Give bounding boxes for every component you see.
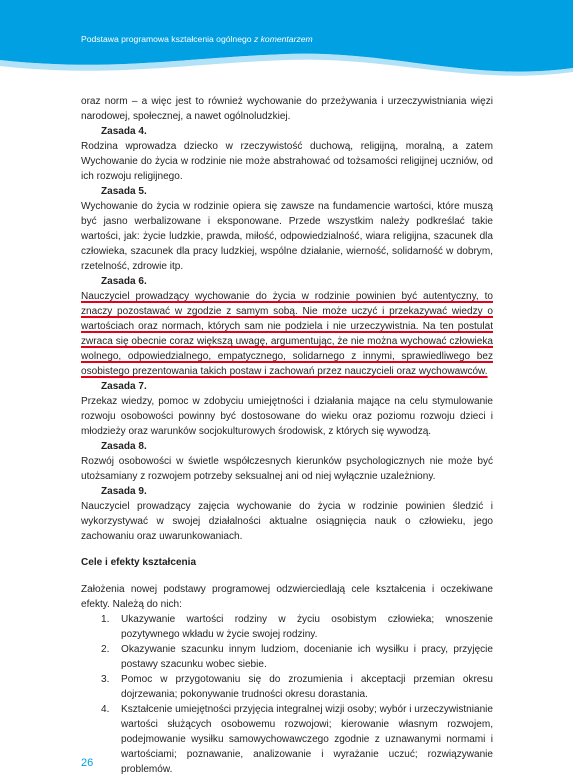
list-item	[81, 702, 493, 777]
rule-heading: Zasada 4.	[101, 126, 147, 137]
intro-paragraph: oraz norm – a więc jest to również wychowanie do przeżywania i urzeczywistniania więzi narodowej, społecznej, a nawet ogólnoludzkiej.	[81, 96, 493, 122]
rule-heading: Zasada 7.	[101, 381, 147, 392]
rule-heading: Zasada 5.	[101, 186, 147, 197]
header-band	[0, 0, 573, 90]
underlined-passage: Nauczyciel prowadzący wychowanie do życia w rodzinie powinien być autentyczny, to znaczy pozostawać w zgodzie z samym sobą. Nie może uczyć i przekazywać wiedzy o wartościach oraz normach, których sam nie podziela i nie urzeczywistnia. Na ten postulat zwraca się obecnie coraz większą uwagę, argumentując, że nie można wychować człowieka wolnego, odpowiedzialnego, empatycznego, solidarnego z innymi, sprawiedliwego bez osobistego prezentowania takich postaw i zachowań przez nauczycieli oraz wychowawców.	[81, 291, 493, 377]
list-number: 3.	[101, 674, 110, 685]
section-intro: Założenia nowej podstawy programowej odzwierciedlają cele kształcenia i oczekiwane efekty. Należą do nich:	[81, 584, 493, 610]
list-item	[81, 642, 493, 672]
header-title-main: Podstawa programowa kształcenia ogólnego	[81, 34, 254, 44]
spacer	[81, 570, 493, 582]
list-item	[81, 672, 493, 702]
header-title-italic: z komentarzem	[253, 34, 313, 44]
header-wave	[0, 0, 573, 90]
rule-heading: Zasada 6.	[101, 276, 147, 287]
list-number: 1.	[101, 614, 110, 625]
section-title: Cele i efekty kształcenia	[81, 557, 197, 568]
rule-text: Rozwój osobowości w świetle współczesnych kierunków psychologicznych nie może być utożsamiany z rozwojem potrzeby seksualnej ani od niej wyłącznie uzależniony.	[81, 456, 493, 482]
list-text: Okazywanie szacunku innym ludziom, docenianie ich wysiłku i pracy, przyjęcie postawy szacunku wobec siebie.	[121, 644, 493, 670]
list-number: 2.	[101, 644, 110, 655]
rule-heading: Zasada 8.	[101, 441, 147, 452]
list-text: Pomoc w przygotowaniu się do zrozumienia i akceptacji przemian okresu dojrzewania; pokonywanie trudności okresu dorastania.	[121, 674, 493, 700]
list-text: Ukazywanie wartości rodziny w życiu osobistym człowieka; wnoszenie pozytywnego wkładu w życie swojej rodziny.	[121, 614, 493, 640]
list-text: Kształcenie umiejętności przyjęcia integralnej wizji osoby; wybór i urzeczywistnianie wartości służących osobowemu rozwojowi; kierowanie własnym rozwojem, podejmowanie wysiłku samowychowawczego zgodnie z uznawanymi normami i wartościami; poznawanie, analizowanie i wyrażanie uczuć; rozwiązywanie problemów.	[121, 704, 493, 775]
rule-text: Wychowanie do życia w rodzinie opiera się zawsze na fundamencie wartości, które muszą być jasno werbalizowane i eksponowane. Przede wszystkim należy podkreślać takie wartości, jak: życie ludzkie, prawda, miłość, odpowiedzialność, wiara religijna, szacunek dla człowieka, szacunek dla pracy ludzkiej, wspólne działanie, wierność, solidarność w dobrym, rzetelność, zdrowie itp.	[81, 201, 493, 272]
page-number: 26	[81, 757, 94, 769]
rule-text: Rodzina wprowadza dziecko w rzeczywistość duchową, religijną, moralną, a zatem Wychowanie do życia w rodzinie nie może abstrahować od tożsamości religijnej uczniów, od ich rozwoju religijnego.	[81, 141, 493, 182]
rule-text: Nauczyciel prowadzący zajęcia wychowanie do życia w rodzinie powinien śledzić i wykorzystywać w swojej działalności aktualne osiągnięcia nauk o człowieku, jego zachowaniu oraz uwarunkowaniach.	[81, 501, 493, 542]
rule-text-highlighted	[81, 289, 493, 379]
goals-list	[81, 612, 493, 777]
list-item	[81, 612, 493, 642]
rule-text: Przekaz wiedzy, pomoc w zdobyciu umiejętności i działania mające na celu stymulowanie rozwoju osobowości powinny być dostosowane do wieku oraz poziomu rozwoju dzieci i młodzieży oraz warunków socjokulturowych środowisk, z których się wywodzą.	[81, 396, 493, 437]
page-content	[81, 94, 493, 777]
header-title	[81, 34, 313, 44]
rule-heading: Zasada 9.	[101, 486, 147, 497]
list-number: 4.	[101, 704, 110, 715]
